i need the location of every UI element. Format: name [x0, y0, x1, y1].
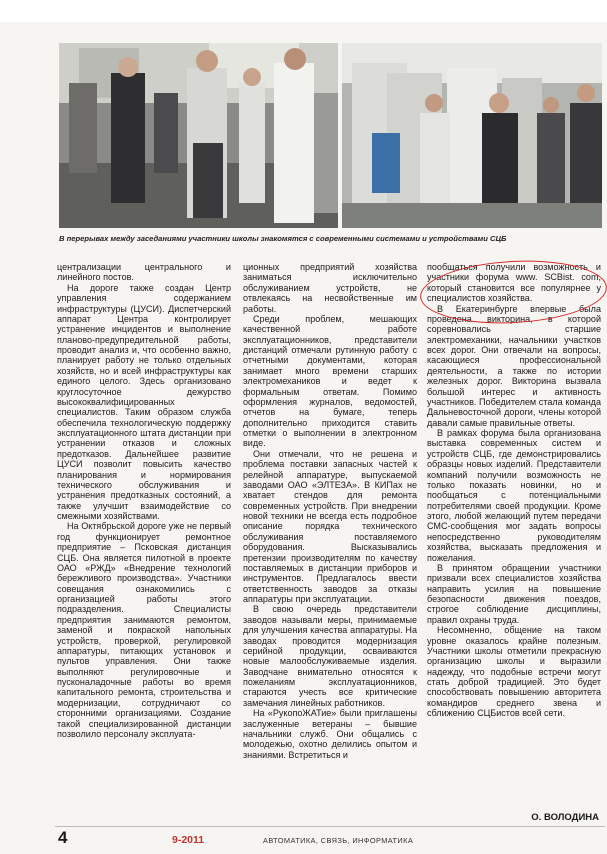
- paragraph: На Октябрьской дороге уже не первый год функционирует ремонтное предприятие – Псковская дистанция СЦБ. Она является пилотной в проекте ОАО «РЖД» «Внедрение технологий бережливого производства». Участники совещания ознакомились с организацией работы этого подразделения. Специалисты предприятия занимаются ремонтом, заменой и покраской напольных устройств, проверкой, регулировкой аппаратуры, питающих установок и пультов управления. Они также выполняют регулировочные и пусконаладочные работы во время капитального ремонта, строительства и модернизации, сотрудничают со сторонними организациями. Создание такой специализированной дистанции позволило персоналу эксплуата-: [57, 521, 231, 739]
- paragraph: В принятом обращении участники призвали всех специалистов хозяйства направить усилия на повышение безопасности движения поездов, строгое соблюдение дисциплины, правил охраны труда.: [427, 562, 601, 625]
- footer-divider: [55, 826, 605, 827]
- paragraph: В рамках форума была организована выставка современных систем и устройств СЦБ, где демонстрировались образцы новых изделий. Представители компаний получили возможность не только показать новинки, но и пообщаться с потенциальными потребителями своей продукции. Кроме этого, любой желающий путем передачи СМС-сообщения мог задать вопросы непосредственно руководителям хозяйства, высказать предложения и пожелания.: [427, 428, 601, 563]
- article-column-1: [57, 262, 231, 739]
- photo-conference-hall: [59, 43, 338, 228]
- article-column-2: [243, 262, 417, 760]
- paragraph: Они отмечали, что не решена и проблема поставки запасных частей к релейной аппаратуре, выпускаемой заводами ОАО «ЭЛТЕЗА». В КИПах не хватает стендов для ремонта современных устройств. При внедрении новой техники не всегда есть подробное описание порядка технического обслуживания поставляемого оборудования. Высказывались претензии производителям по качеству поставляемых в дистанции приборов и инструментов. Предлагалось ввести ответственность заводов за отказы аппаратуры при эксплуатации.: [243, 448, 417, 604]
- paragraph: централизации центрального и линейного постов.: [57, 262, 231, 283]
- page-number: 4: [58, 828, 68, 847]
- article-column-3: [427, 262, 601, 719]
- paragraph: пообщаться получили возможность и участники форума www. SCBist. com, который становится все популярнее у специалистов хозяйства.: [427, 262, 601, 304]
- paragraph: Несомненно, общение на таком уровне оказалось крайне полезным. Участники школы отметили прекрасную организацию школы и выразили надежду, что подобные встречи могут стать доброй традицией. Это будет способствовать повышению авторитета командиров среднего звена и сближению СЦБистов всей сети.: [427, 625, 601, 719]
- paragraph: В свою очередь представители заводов называли меры, принимаемые для улучшения качества аппаратуры. На заводах проводится модернизация серийной продукции, осваиваются новые малообслуживаемые изделия. Заводчане внимательно относятся к пожеланиям эксплуатационников, стараются учесть все критические замечания линейных работников.: [243, 604, 417, 708]
- paragraph: Среди проблем, мешающих качественной работе эксплуатационников, представители дистанций отмечали рутинную работу с отчетными документами, которая занимает много времени старших электромехаников и ведет к формальным ответам. Помимо оформления журналов, ведомостей, отчетов на бумаге, теперь дополнительно приходится ставить отметки о выполнении в электронном виде.: [243, 313, 417, 449]
- paragraph: ционных предприятий хозяйства заниматься исключительно обслуживанием устройств, не отвлекаясь на несвойственные им работы.: [243, 262, 417, 314]
- paragraph: На дороге также создан Центр управления содержанием инфраструктуры (ЦУСИ). Диспетчерский аппарат Центра контролирует устранение инцидентов и выполнение планово-предупредительной работы, проводит анализ и, что особенно важно, планирует работу не только отдельных хозяйств, но и всей инфраструктуры как единого целого. Здесь организовано круглосуточное дежурство высококвалифицированных специалистов. Таким образом служба обеспечила технологическую поддержку эксплуатационного штата дистанции при устранении отказов и сложных предотказов. Дальнейшее развитие ЦУСИ позволит повысить качество планирования и нормирования технического обслуживания и устранения предотказных состояний, а также улучшит взаимодействие со смежными хозяйствами.: [57, 282, 231, 521]
- paragraph: На «РукопоЖАТие» были приглашены заслуженные ветераны – бывшие начальники служб. Они общались с молодежью, охотно делились опытом и знаниями. Встретиться и: [243, 708, 417, 760]
- photo-caption: В перерывах между заседаниями участники школы знакомятся с современными системами и устройствами СЦБ: [59, 234, 507, 243]
- photo-exhibition-stand: [342, 43, 602, 228]
- paragraph: В Екатеринбурге впервые была проведена викторина, в которой соревновались старшие электромеханики, начальники участков всех дорог. Они отвечали на вопросы, касающиеся профессиональной деятельности, а также по истории железных дорог. Викторина вызвала большой интерес и активность участников. Победителем стала команда Дальневосточной дороги, члены которой давали самые правильные ответы.: [427, 303, 601, 428]
- journal-name: АВТОМАТИКА, СВЯЗЬ, ИНФОРМАТИКА: [263, 836, 414, 845]
- top-margin: [0, 0, 607, 22]
- issue-number: 9-2011: [172, 834, 205, 846]
- article-author: О. ВОЛОДИНА: [531, 812, 599, 823]
